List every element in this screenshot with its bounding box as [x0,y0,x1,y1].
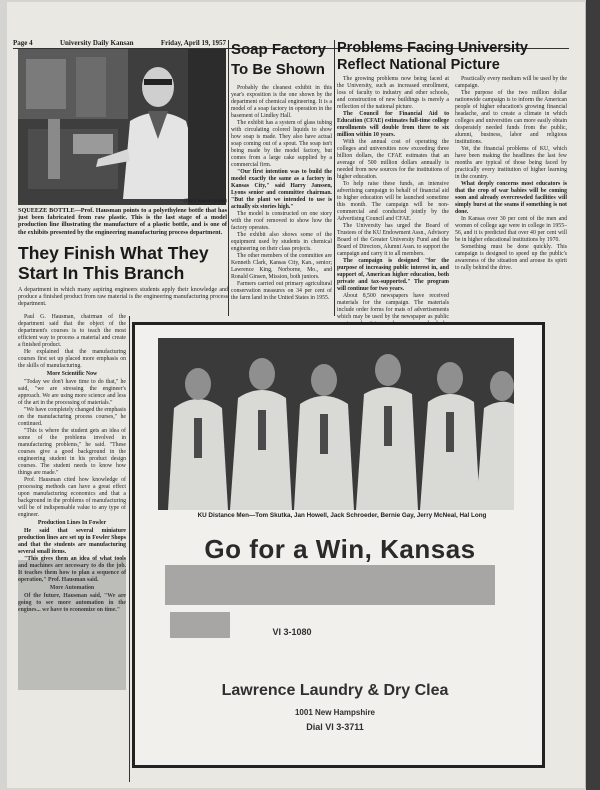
ad-address: 1001 New Hampshire [294,708,376,717]
article3-body-right [455,76,567,316]
subhead: More Automation [49,585,95,591]
paragraph: "Today we don't have time to do that," he said, "we are stressing the engineer's approach. We are using more science and less of the art in the processing of materials." [18,379,126,406]
ad-slogan: Go for a Win, Kansas [204,534,476,564]
ad-phone-1: VI 3-1080 [272,627,312,637]
paragraph: He said that several miniature production lines are set up in Fowler Shops and that the students are manufacturing several small items. [18,528,126,555]
paragraph: What deeply concerns most educators is that the crop of war babies will be coming soon and already overcrowded facilities will simply burst at the seams if something is not done. [455,181,567,215]
paragraph: "This gives them an idea of what tools and machines are necessary to do the job. It teaches them how to plan a sequence of operation," Prof. Hausman said. [18,556,126,583]
article1-lead: A department in which many aspiring engineers students apply their knowledge and produce a finished product from raw material is the engineering manufacturing process department. [18,287,228,307]
paragraph: The exhibit also shows some of the equipment used by students in chemical engineering on their class projects. [231,232,332,252]
article2-headline: Soap Factory To Be Shown [231,41,327,78]
professor-photo-image [18,49,226,205]
distance-runners-image [158,338,514,510]
photo-credit: —(Daily Kansan photo) [178,199,227,204]
subhead: More Scientific Now [46,371,98,377]
paragraph: Paul G. Hausman, chairman of the department said that the object of the department's courses is to teach the most efficient way to process a material and create a finished product. [18,314,126,348]
paper-name: University Daily Kansan [59,39,134,47]
paragraph: In Kansas over 30 per cent of the men and women of college age were in college in 1955–56, and it is predicted that over 40 per cent will be in higher educational institutions by 1970. [455,216,567,243]
paragraph: Practically every medium will be used by the campaign. [455,76,567,89]
column-rule [334,40,335,316]
article1-headline: They Finish What They Start In This Branch [18,243,209,283]
column-rule [129,316,130,782]
paragraph: Of the future, Hausman said, "We are going to see more automation in the engines... we have to economize on time." [18,593,126,613]
distance-runners-photo [158,338,514,510]
paragraph: "We have completely changed the emphasis on the manufacturing process courses," he continued. [18,407,126,427]
paragraph: The purpose of the two million dollar nationwide campaign is to inform the American people of higher education's growing financial headache, and to create a climate in which colleges and universities can more easily obtain desperately needed funds from the public, alumni, business, labor and religious institutions. [455,90,567,145]
subhead: Production Lines In Fowler [37,520,107,526]
paragraph: Probably the cleanest exhibit in this year's exposition is the one shown by the department of chemical engineering. It is a model of a soap factory in operation in the basement of Lindley Hall. [231,85,332,119]
article3-body-left [337,76,449,320]
ad-company-name: Lawrence Laundry & Dry Clea [221,682,449,699]
paragraph: Yet, the financial problems of KU, which have been making the headlines the last few months are typical of those being faced by practically every institution of higher learning in the country. [455,146,567,180]
ad-phone-2: Dial VI 3-3711 [306,722,364,732]
paragraph: About 8,500 newspapers have received materials for the campaign. The materials include order forms for mats of advertisements which may be used by the newspaper as public [337,293,449,320]
paragraph: Prof. Hausman cited how knowledge of processing methods can have a great effect upon manufacturing economics and that a background in the problems of manufacturing will be of indispensable value to any type of engineer. [18,477,126,518]
page-edge [586,0,600,790]
column-rule [228,40,229,316]
print-smudge [165,565,495,605]
article1-body [18,314,126,784]
paragraph: The campaign is designed "for the purpose of increasing public interest in, and support of, American higher education, both private and tax-supported." The program will continue for two years. [337,258,449,292]
paragraph: The growing problems now being faced at the University, such as increased enrollment, loss of faculty to industry and other schools, and construction of new buildings is merely a reflection of the national picture. [337,76,449,110]
paragraph: "This is where the student gets an idea of some of the problems involved in manufacturing problems," he said. "These courses give a good background in the engineering student in his product design courses. The student needs to know how things are made." [18,428,126,476]
issue-date: Friday, April 19, 1957 [160,39,226,47]
print-smudge [170,612,230,638]
paragraph: The Council for Financial Aid to Education (CFAE) estimates full-time college enrollments will double from three to six million within 10 years. [337,111,449,138]
paragraph: Farmers carried out primary agricultural conservation measures on 34 per cent of the farm land in the United States in 1955. [231,281,332,301]
paragraph: "Our first intention was to build the model exactly the same as a factory in Kansas City," said Harry Janssen, Lyons senior and committee chairman. "But the plant we intended to use is actually six stories high." [231,169,332,210]
paragraph: The University has urged the Board of Trustees of the KU Endowment Assn., Advisory Board of the Greater University Fund and the Board of Directors, Alumni Assn. to support the campaign and carry it to all members. [337,223,449,257]
paragraph: The exhibit has a system of glass tubing with circulating colored liquids to show how soap is made. They also have actual soap coming out of a spout. The soap isn't being made by the model factory, but comes from a large cake supplied by a commercial firm. [231,120,332,168]
professor-photo [18,49,226,205]
paragraph: The other members of the committee are Kenneth Clark, Kansas City, Kan., senior; Lawrence King, Norborne, Mo., and Ronald Ginsen, Mission, both juniors. [231,253,332,280]
photo-caption: SQUEEZE BOTTLE—Prof. Hausman points to a polyethylene bottle that has just been fabricated from raw plastic. This is the last stage of a model production line illustrating the manufacture of a plastic bottle, and is one of the exhibits presented by the engineering manufacturing process department. [18,207,227,236]
paragraph: The model is constructed on one story with the roof removed to show how the factory operates. [231,211,332,231]
paragraph: Something must be done quickly. This campaign is designed to speed up the public's awareness of the situation and arouse its spirit to rally behind the drive. [455,244,567,271]
runners-caption: KU Distance Men—Tom Skutka, Jan Howell, Jack Schroeder, Bernie Gay, Jerry McNeal, Hal Long [197,512,487,519]
print-smudge [18,560,126,690]
paragraph: He explained that the manufacturing courses first set up placed more emphasis on the skills of manufacturing. [18,349,126,369]
paragraph: To help raise these funds, an intensive advertising campaign to behalf of financial aid to higher education will be launched sometime this month. The campaign will be non-commercial and conducted jointly by the Advertising Council and CFAE. [337,181,449,222]
page-number: Page 4 [13,39,33,47]
article3-headline: Problems Facing University Reflect National Picture [337,40,528,73]
article2-body [231,85,332,315]
paragraph: With the annual cost of operating the colleges and universities now exceeding three billion dollars, the CFAE estimates that an average of 500 million dollars annually is needed from new sources for the institutions of higher education. [337,139,449,180]
